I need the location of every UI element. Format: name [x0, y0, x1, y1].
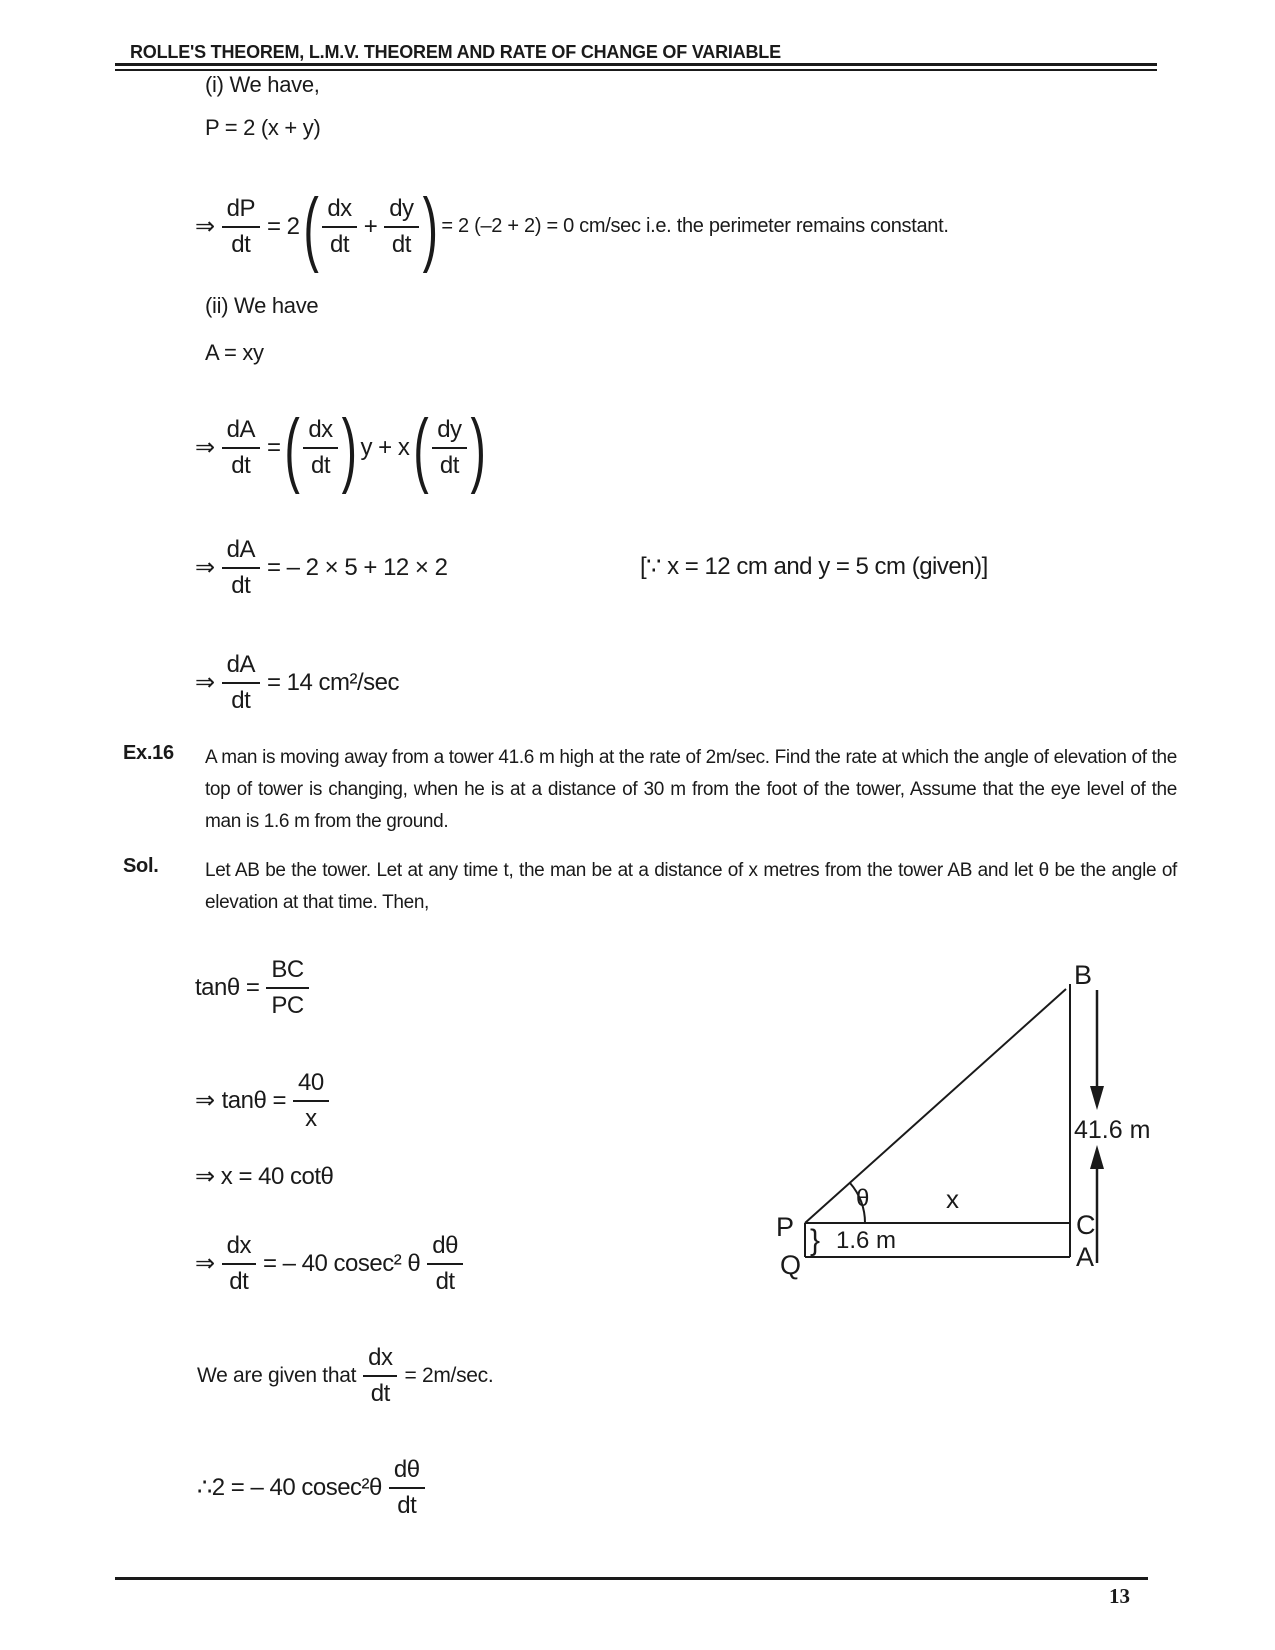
- formula-area-rate-result: [195, 651, 399, 714]
- fraction-numerator: dx: [322, 195, 356, 228]
- cot-equation: ⇒ x = 40 cotθ: [195, 1163, 334, 1190]
- middle-terms: y + x: [360, 433, 410, 461]
- down-arrow-head-icon: [1090, 1086, 1104, 1110]
- label-theta: θ: [856, 1185, 870, 1212]
- page-header-title: ROLLE'S THEOREM, L.M.V. THEOREM AND RATE OF CHANGE OF VARIABLE: [130, 42, 781, 62]
- fraction-dtheta-dt: [427, 1232, 463, 1295]
- fraction-dA-dt: [222, 536, 260, 599]
- cosec-expression: = – 40 cosec² θ: [262, 1249, 421, 1277]
- fraction-numerator: dx: [303, 416, 337, 449]
- part-i-intro: (i) We have,: [205, 72, 320, 97]
- fraction-dP-dt: [222, 195, 260, 258]
- fraction-numerator: 40: [293, 1069, 329, 1102]
- result-text: = 2 (–2 + 2) = 0 cm/sec i.e. the perimeter remains constant.: [441, 215, 949, 238]
- brace-glyph: }: [810, 1224, 821, 1257]
- fraction-numerator: BC: [266, 956, 308, 989]
- fraction-numerator: dA: [222, 536, 260, 569]
- exercise-16-text: A man is moving away from a tower 41.6 m high at the rate of 2m/sec. Find the rate at which the angle of elevation of the top of tower is changing, when he is at a distance of 30 m from the foot of the tower, Assume that the eye level of the man is 1.6 m from the ground.: [205, 747, 1177, 832]
- fraction-numerator: dP: [222, 195, 260, 228]
- label-eye-height: 1.6 m: [836, 1227, 897, 1254]
- fraction-denominator: dt: [229, 1267, 249, 1295]
- formula-x-40-cot: [195, 1162, 333, 1191]
- fraction-numerator: dA: [222, 651, 260, 684]
- fraction-BC-PC: [266, 956, 308, 1019]
- fraction-dtheta-dt: [389, 1456, 425, 1519]
- implies-arrow: ⇒: [195, 213, 215, 241]
- open-paren: (: [413, 400, 429, 495]
- tan-theta-lhs: tanθ =: [195, 973, 260, 1001]
- fraction-denominator: dt: [231, 230, 251, 258]
- fraction-denominator: dt: [231, 571, 251, 599]
- open-paren: (: [303, 179, 319, 274]
- close-paren: ): [341, 400, 357, 495]
- label-A: A: [1076, 1242, 1095, 1272]
- fraction-dy-dt: [384, 195, 418, 258]
- label-C: C: [1076, 1210, 1096, 1240]
- page-number: 13: [1109, 1584, 1130, 1608]
- equals-two: = 2: [266, 212, 300, 240]
- fraction-denominator: dt: [435, 1267, 455, 1295]
- fraction-numerator: dy: [384, 195, 418, 228]
- solution-text: Let AB be the tower. Let at any time t, the man be at a distance of x metres from the tower AB and let θ be the angle of elevation at that time. Then,: [205, 860, 1177, 913]
- fraction-denominator: x: [305, 1104, 317, 1132]
- fraction-denominator: dt: [330, 230, 350, 258]
- formula-tan-bc-pc: [195, 956, 309, 1019]
- formula-area-rate-values: [195, 536, 447, 599]
- label-Q: Q: [780, 1250, 802, 1280]
- formula-dx-dt-cosec: [195, 1232, 463, 1295]
- footer-rule: [115, 1577, 1148, 1580]
- given-rate-value: = 2m/sec.: [404, 1363, 494, 1387]
- fraction-dA-dt: [222, 651, 260, 714]
- fraction-denominator: dt: [231, 451, 251, 479]
- solution-label: Sol.: [123, 855, 159, 877]
- close-paren: ): [422, 179, 438, 274]
- therefore-equation: [197, 1456, 425, 1519]
- rhs-result: = 14 cm²/sec: [266, 668, 400, 696]
- fraction-denominator: dt: [397, 1491, 417, 1519]
- fraction-numerator: dθ: [389, 1456, 425, 1489]
- implies-arrow: ⇒: [195, 1250, 215, 1278]
- given-lead-text: We are given that: [197, 1363, 357, 1387]
- exercise-16-label: Ex.16: [123, 742, 174, 764]
- fraction-dA-dt: [222, 416, 260, 479]
- implies-arrow: ⇒: [195, 434, 215, 462]
- fraction-denominator: dt: [231, 686, 251, 714]
- tower-diagram: [740, 940, 1180, 1290]
- fraction-denominator: dt: [439, 451, 459, 479]
- formula-perimeter-rate: [195, 179, 949, 274]
- implies-arrow: ⇒: [195, 1087, 215, 1115]
- close-paren: ): [470, 400, 486, 495]
- hypotenuse-line: [805, 989, 1066, 1223]
- plus-sign: +: [363, 212, 378, 240]
- therefore-expression: ∴2 = – 40 cosec²θ: [197, 1474, 382, 1502]
- rhs-expression: = – 2 × 5 + 12 × 2: [266, 553, 448, 581]
- given-rate-statement: [197, 1344, 493, 1407]
- fraction-dx-dt: [303, 416, 337, 479]
- given-values-note: [∵ x = 12 cm and y = 5 cm (given)]: [640, 553, 988, 580]
- implies-arrow: ⇒: [195, 669, 215, 697]
- fraction-numerator: dA: [222, 416, 260, 449]
- tan-theta-lhs: tanθ =: [221, 1086, 287, 1114]
- fraction-denominator: dt: [310, 451, 330, 479]
- implies-arrow: ⇒: [195, 554, 215, 582]
- fraction-dx-dt: [322, 195, 356, 258]
- label-tower-height: 41.6 m: [1074, 1116, 1151, 1144]
- fraction-40-x: [293, 1069, 329, 1132]
- open-paren: (: [284, 400, 300, 495]
- fraction-numerator: dθ: [427, 1232, 463, 1265]
- fraction-dy-dt: [432, 416, 466, 479]
- label-P: P: [776, 1212, 795, 1242]
- fraction-numerator: dx: [363, 1344, 397, 1377]
- formula-tan-40-x: [195, 1069, 329, 1132]
- fraction-dx-dt: [222, 1232, 256, 1295]
- up-arrow-head-icon: [1090, 1145, 1104, 1169]
- perimeter-equation: P = 2 (x + y): [205, 115, 321, 140]
- formula-area-rate: [195, 400, 486, 495]
- fraction-dx-dt: [363, 1344, 397, 1407]
- fraction-numerator: dx: [222, 1232, 256, 1265]
- area-equation: A = xy: [205, 340, 264, 365]
- label-x-distance: x: [946, 1184, 959, 1214]
- part-ii-intro: (ii) We have: [205, 293, 319, 318]
- fraction-denominator: PC: [271, 991, 304, 1019]
- header-rule: [115, 63, 1157, 71]
- label-B: B: [1074, 960, 1093, 990]
- fraction-numerator: dy: [432, 416, 466, 449]
- fraction-denominator: dt: [391, 230, 411, 258]
- equals-sign: =: [266, 433, 281, 461]
- fraction-denominator: dt: [370, 1379, 390, 1407]
